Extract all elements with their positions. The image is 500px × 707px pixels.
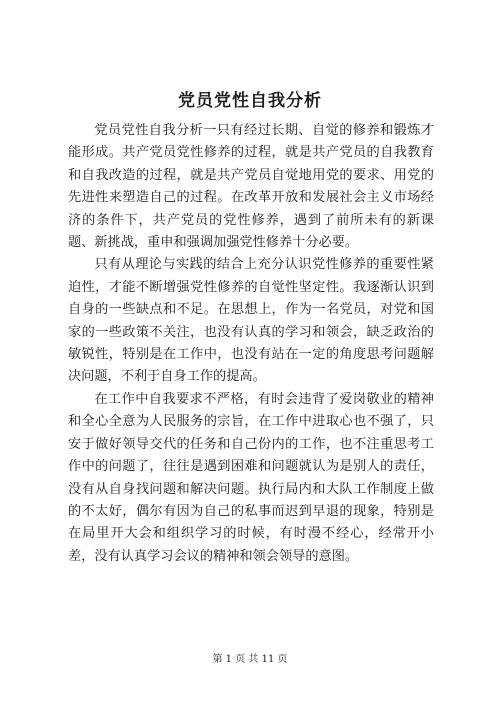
document-body (68, 120, 434, 568)
page-footer: 第 1 页 共 11 页 (212, 654, 288, 665)
paragraph-1: 党员党性自我分析一只有经过长期、自觉的修养和锻炼才能形成。共产党员党性修养的过程，就是共产党员的自我教育和自我改造的过程，就是共产党员自觉地用党的要求、用党的先进性来塑造自己的过程。在改革开放和发展社会主义市场经济的条件下，共产党员的党性修养，遇到了前所未有的新课题、新挑战，重申和强调加强党性修养十分必要。 (68, 123, 434, 251)
paragraph-3: 在工作中自我要求不严格，有时会违背了爱岗敬业的精神和全心全意为人民服务的宗旨，在工作中进取心也不强了，只安于做好领导交代的任务和自己份内的工作，也不注重思考工作中的问题了，往往是遇到困难和问题就认为是别人的责任，没有从自身找问题和解决问题。执行局内和大队工作制度上做的不太好，偶尔有因为自己的私事而迟到早退的现象，特别是在局里开大会和组织学习的时候，有时漫不经心，经常开小差，没有认真学习会议的精神和领会领导的意图。 (68, 391, 434, 564)
paragraph-2: 只有从理论与实践的结合上充分认识党性修养的重要性紧迫性，才能不断增强党性修养的自觉性坚定性。我逐渐认识到自身的一些缺点和不足。在思想上，作为一名党员，对党和国家的一些政策不关注，也没有认真的学习和领会，缺乏政治的敏锐性，特别是在工作中，也没有站在一定的角度思考问题解决问题，不利于自身工作的提高。 (68, 257, 434, 385)
document-title: 党员党性自我分析 (178, 91, 322, 111)
